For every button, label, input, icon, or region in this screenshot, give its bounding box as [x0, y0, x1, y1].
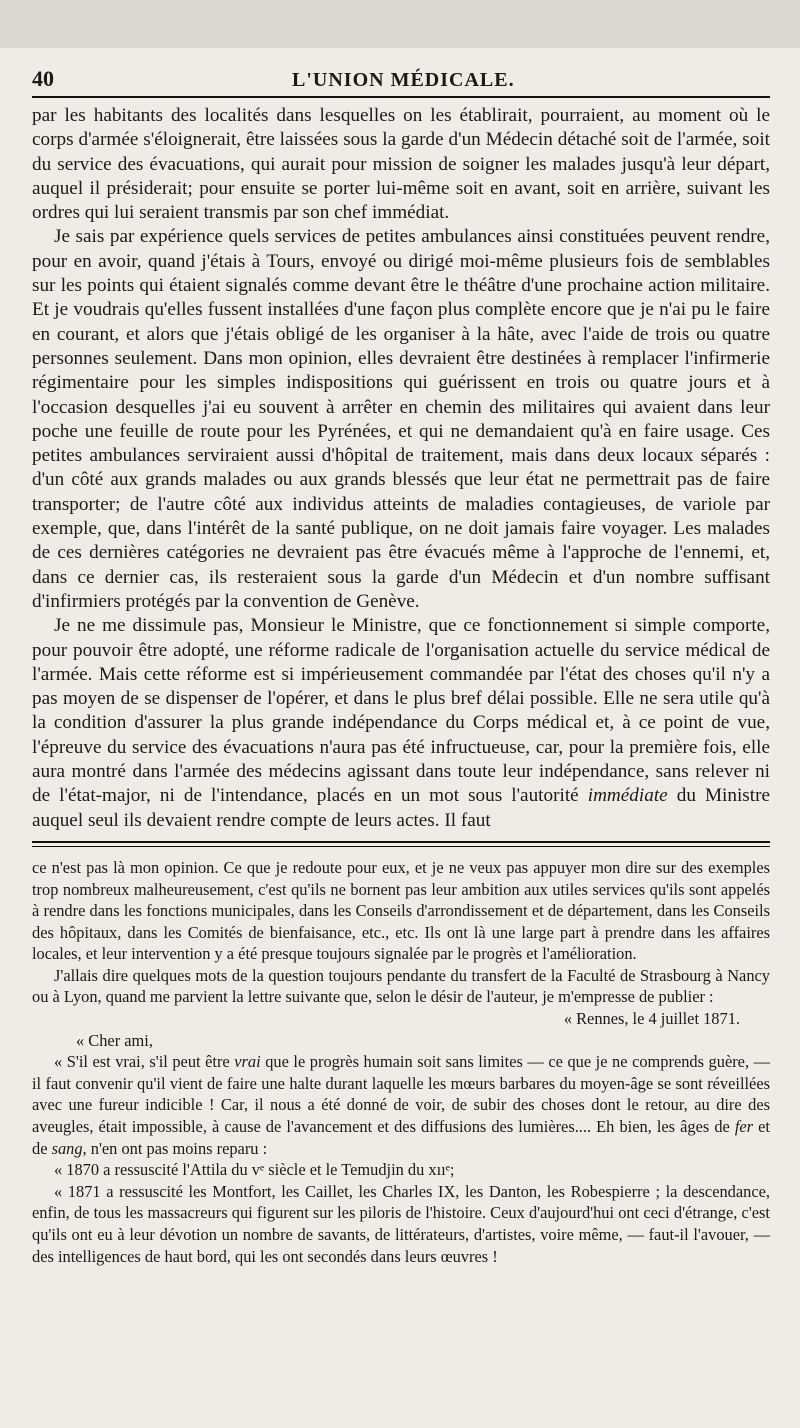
main-text [32, 104, 770, 833]
letter-text-c: et de [32, 1117, 770, 1158]
paragraph-ambulances: Je sais par expérience quels services de petites ambulances ainsi constituées peuvent rendre, pour en avoir, quand j'étais à Tours, envoyé ou dirigé moi-même plusieurs fois de semblables sur les points qui étaient signalés comme devant être le théâtre d'une prochaine action militaire. Et je voudrais qu'elles fussent installées d'une façon plus complète encore que je n'ai pu le faire en courant, et alors que j'étais obligé de les organiser à la hâte, avec l'aide de trois ou quatre personnes seulement. Dans mon opinion, elles devraient être destinées à remplacer l'infirmerie régimentaire pour les simples indispositions qui guérissent en trois ou quatre jours et à l'occasion desquelles j'ai eu souvent à arrêter en chemin des militaires qui avaient dans leur poche une feuille de route pour les Pyrénées, et qui ne demandaient qu'à en faire usage. Ces petites ambulances serviraient aussi d'hôpital de traitement, mais dans deux locaux séparés : d'un côté aux grands malades ou aux grands blessés que leur état ne permettrait pas de faire transporter; de l'autre côté aux individus atteints de maladies contagieuses, de variole par exemple, que, dans l'intérêt de la santé publique, on ne doit jamais faire voyager. Les malades de ces dernières catégories ne devraient pas être évacués même à l'approche de l'ennemi, et, dans ce dernier cas, ils resteraient sous la garde d'un Médecin et d'un nombre suffisant d'infirmiers protégés par la convention de Genève. [32, 226, 770, 612]
letter-text-a: « S'il est vrai, s'il peut être [54, 1052, 235, 1072]
letter-paragraph-1870: « 1870 a ressuscité l'Attila du vᵉ siècle et le Temudjin du xııᵉ; [54, 1160, 455, 1180]
footnote-paragraph-strasbourg: J'allais dire quelques mots de la question toujours pendante du transfert de la Faculté de Strasbourg à Nancy ou à Lyon, quand me parvient la lettre suivante que, selon le désir de l'auteur, je m'empresse de publier : [32, 965, 770, 1007]
running-title: L'UNION MÉDICALE. [292, 69, 515, 91]
footnote-section [32, 857, 770, 1267]
emphasis-immediate: immédiate [587, 785, 668, 807]
paragraph-reforme-text: Je ne me dissimule pas, Monsieur le Ministre, que ce fonctionnement si simple comporte, pour pouvoir être adopté, une réforme radicale de l'organisation actuelle du service médical de l'armée. Mais cette réforme est si impérieusement commandée par l'état des choses qu'il n'y a pas moyen de se dispenser de l'opérer, et dans le plus bref délai possible. Elle ne sera utile qu'à la condition d'assurer la plus grande indépendance du Corps médical et, à ce point de vue, l'épreuve du service des évacuations n'aura pas été infructueuse, car, pour la première fois, elle aura montré dans l'armée des médecins agissant dans toute leur indépendance, sans relever ni de l'état-major, ni de l'intendance, placés en un mot sous l'autorité [32, 615, 770, 807]
paragraph-reforme [32, 614, 770, 833]
page-number: 40 [32, 66, 54, 91]
emphasis-sang: sang [51, 1138, 83, 1158]
letter-paragraph-1871: « 1871 a ressuscité les Montfort, les Caillet, les Charles IX, les Danton, les Robespierre ; la descendance, enfin, de tous les massacreurs qui figurent sur les piloris de l'histoire. Ceux d'aujourd'hui ont ceci d'étrange, c'est qu'ils ont eu à leur dévotion un nombre de savants, de littérateurs, d'artistes, voire même, — faut-il l'avouer, — des intelligences de haut bord, qui les ont secondés dans leurs œuvres ! [32, 1181, 770, 1266]
paragraph-continued: par les habitants des localités dans lesquelles on les établirait, pourraient, au moment où le corps d'armée s'éloignerait, être laissées sous la garde d'un Médecin détaché soit de l'armée, soit du service des évacuations, qui aurait pour mission de soigner les malades jusqu'à leur départ, auquel il présiderait; pour ensuite se porter lui-même soit en avant, soit en arrière, suivant les ordres qui lui seraient transmis par son chef immédiat. [32, 105, 770, 224]
emphasis-fer: fer [734, 1117, 754, 1137]
page-header [32, 0, 770, 96]
footnote-paragraph-opinion: ce n'est pas là mon opinion. Ce que je redoute pour eux, et je ne veux pas appuyer mon dire sur des exemples trop nombreux malheureusement, c'est qu'ils ne bornent pas leur ambition aux utiles services qu'ils sont appelés à rendre dans les fonctions municipales, dans les Conseils d'arrondissement et de département, dans les Conseils des hôpitaux, dans les Comités de bienfaisance, etc., etc. Ils ont là une large part à prendre dans les affaires locales, et leur intervention y a été presque toujours signalée par le progrès et l'amélioration. [32, 857, 770, 964]
letter-dateline: « Rennes, le 4 juillet 1871. [563, 1009, 740, 1029]
emphasis-vrai: vrai [234, 1052, 261, 1072]
header-rule [32, 96, 770, 98]
letter-paragraph-progres [32, 1051, 770, 1159]
paragraph-reforme-tail: du Ministre auquel seul ils devaient rendre compte de leurs actes. Il faut [32, 785, 770, 831]
letter-salutation: « Cher ami, [76, 1030, 153, 1050]
letter-text-b: que le progrès humain soit sans limites — ce que je ne comprends guère, — il faut convenir qu'il vient de faire une halte durant laquelle les mœurs barbares du moyen-âge se sont réveillées avec une fureur indicible ! Car, il nous a été donné de voir, de subir des choses dont le retour, au dire des aveugles, était impossible, à cause de l'avancement et des diffusions des lumières.... Eh bien, les âges de [32, 1052, 770, 1137]
footnote-rule [32, 841, 770, 847]
letter-text-d: , n'en ont pas moins reparu : [82, 1138, 268, 1158]
